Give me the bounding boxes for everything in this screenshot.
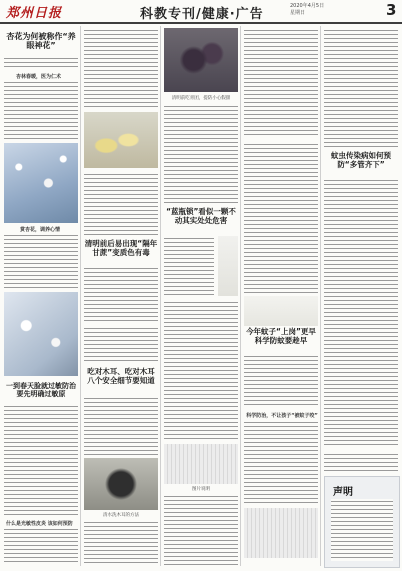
- headline-blue-bottle: “蓝瓶锁”看似一颗不动其实处处危害: [166, 207, 236, 225]
- body-text: [4, 233, 78, 289]
- body-text: [164, 236, 214, 296]
- body-text: [84, 172, 158, 236]
- notice-title: 声明: [333, 487, 353, 498]
- body-text: [84, 266, 158, 322]
- body-text: [244, 354, 318, 408]
- headline-sugarcane: 清明前后易出现“隔年甘蔗”变质色有毒: [84, 239, 158, 257]
- issue-weekday: 星期日: [290, 10, 306, 16]
- body-text: [4, 404, 78, 516]
- column-divider: [80, 26, 81, 566]
- photo-caption: 清水洗木耳的方法: [103, 513, 139, 518]
- body-text: [84, 520, 158, 565]
- body-text: [4, 56, 78, 70]
- newspaper-logo: 郑州日报: [6, 6, 63, 21]
- green-dumpling-photo: [84, 112, 158, 168]
- body-text: [164, 300, 238, 440]
- body-text: [324, 452, 398, 472]
- mesh-photo: [244, 508, 318, 558]
- masthead: [0, 0, 402, 24]
- column-divider: [240, 26, 241, 566]
- subhead-allergy: 什么是光敏性皮炎 该如何预防: [6, 521, 73, 527]
- headline-allergy: 一到春天脸就过敏防治要先明确过敏原: [6, 382, 76, 399]
- subhead-children: 科学防治，不让孩子“被蚊子咬”: [246, 413, 318, 419]
- column-divider: [320, 26, 321, 566]
- issue-date: 2020年4月5日: [290, 3, 325, 9]
- headline-apricot: 杏花为何被称作“养眼神花”: [6, 32, 76, 51]
- headline-disease-prevention: 蚊虫传染病如何预防“多管齐下”: [331, 151, 391, 169]
- headline-fungus: 吃对木耳、吃对木耳八个安全细节要知道: [87, 367, 155, 385]
- notice-text: [331, 499, 393, 561]
- section-title: 科教专刊/健康·广告: [140, 7, 264, 22]
- column-divider: [160, 26, 161, 566]
- issue-info: [290, 3, 324, 17]
- body-text: [324, 178, 398, 448]
- subhead-apricot-1: 杏林春暖，医为仁术: [16, 74, 62, 80]
- body-text: [4, 527, 78, 565]
- notice-box: [324, 476, 400, 568]
- headline-mosquito: 今年蚊子“上岗”更早科学防蚊要趁早: [246, 327, 316, 345]
- apricot-blossom-photo-2: [4, 292, 78, 376]
- body-text: [244, 28, 318, 138]
- body-text: [324, 28, 398, 148]
- body-text: [164, 494, 238, 565]
- body-text: [84, 28, 158, 108]
- food-photo: [164, 28, 238, 92]
- body-text: [84, 396, 158, 456]
- body-text: [244, 420, 318, 504]
- body-text: [84, 326, 158, 362]
- info-photo: [164, 444, 238, 484]
- mosquito-illustration: [244, 296, 318, 326]
- body-text: [164, 104, 238, 204]
- photo-caption: 图片说明: [192, 487, 210, 492]
- iv-drip-illustration: [218, 236, 238, 296]
- subhead-apricot-2: 赏杏花，调养心情: [20, 227, 61, 233]
- body-text: [244, 142, 318, 294]
- page-number: 3: [386, 1, 397, 19]
- photo-caption: 清明前吃青团，提防小心假甜: [171, 96, 231, 101]
- body-text: [4, 80, 78, 140]
- black-fungus-photo: [84, 458, 158, 510]
- apricot-blossom-photo: [4, 143, 78, 223]
